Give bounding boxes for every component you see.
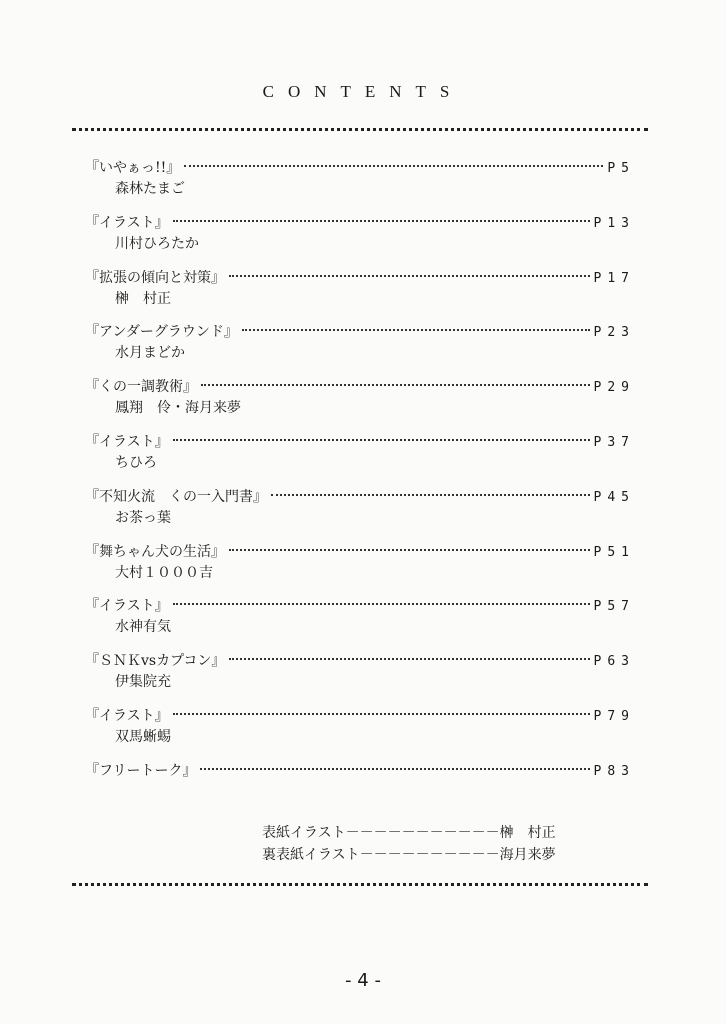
contents-entry [85,487,635,542]
dot-leader [200,768,589,770]
credit-label: 裏表紙イラスト [262,847,360,863]
contents-entry [85,542,635,597]
entry-page: P13 [593,215,635,231]
contents-entry [85,432,635,487]
credit-name: 榊 村正 [499,825,556,841]
credit-dashes: －－－－－－－－－－－ [345,825,500,841]
dot-leader [229,275,590,277]
entry-author: 双馬蜥蜴 [115,728,171,745]
entry-title: 『イラスト』 [85,214,169,231]
entry-title: 『ＳＮＫvsカプコン』 [85,653,226,670]
contents-entry [85,213,635,268]
entry-title: 『いやぁっ!!』 [85,160,181,176]
entry-page: P29 [593,380,635,396]
bottom-dotted-rule [72,883,648,886]
entry-author: お茶っ葉 [115,509,171,526]
credit-name: 海月来夢 [499,847,556,863]
entry-page: P37 [593,434,635,450]
dot-leader [242,329,590,331]
contents-entry [85,706,635,761]
entry-author: 森林たまご [115,181,185,197]
entry-title: 『イラスト』 [85,707,169,724]
entry-author: 鳳翔 伶・海月来夢 [115,400,241,417]
dot-leader [173,220,590,222]
dot-leader [229,549,590,551]
dot-leader [229,658,589,660]
entry-title: 『拡張の傾向と対策』 [85,269,225,286]
entry-title: 『不知火流 くの一入門書』 [85,488,267,505]
credit-row [262,822,556,844]
entry-title: 『舞ちゃん犬の生活』 [85,543,225,560]
dot-leader [271,494,590,496]
contents-title: CONTENTS [262,82,464,101]
entry-author: 水月まどか [115,345,185,362]
entry-page: P63 [593,654,635,670]
entry-author: 水神有気 [115,619,171,636]
contents-entry [85,268,635,323]
entry-page: P5 [607,161,635,176]
entry-author: 榊 村正 [115,290,171,307]
dot-leader [173,603,590,605]
entry-author: 伊集院充 [115,674,171,691]
top-dotted-rule [72,128,648,131]
entry-title: 『くの一調教術』 [85,379,197,396]
contents-entry [85,761,635,816]
entry-title: 『イラスト』 [85,598,169,615]
entry-page: P79 [593,708,635,724]
dot-leader [201,384,590,386]
contents-list [85,158,635,816]
contents-entry [85,158,635,213]
credit-row [262,844,556,866]
entry-title: 『イラスト』 [85,433,169,450]
entry-page: P23 [593,325,635,341]
entry-page: P45 [593,489,635,505]
cover-credits [262,822,556,866]
contents-entry [85,651,635,706]
entry-author: 大村１０００吉 [115,564,213,581]
entry-page: P51 [593,544,635,560]
contents-entry [85,322,635,377]
entry-author: ちひろ [115,454,157,471]
dot-leader [173,713,590,715]
credit-dashes: －－－－－－－－－－ [359,847,500,863]
dot-leader [184,165,603,167]
credit-label: 表紙イラスト [262,825,346,841]
entry-page: P57 [593,599,635,615]
dot-leader [173,439,590,441]
entry-author: 川村ひろたか [115,235,199,252]
page-number: - 4 - [345,970,381,991]
entry-title: 『アンダーグラウンド』 [85,324,238,341]
entry-title: 『フリートーク』 [85,762,197,779]
contents-entry [85,377,635,432]
contents-entry [85,596,635,651]
entry-page: P83 [593,763,635,779]
entry-page: P17 [593,270,635,286]
